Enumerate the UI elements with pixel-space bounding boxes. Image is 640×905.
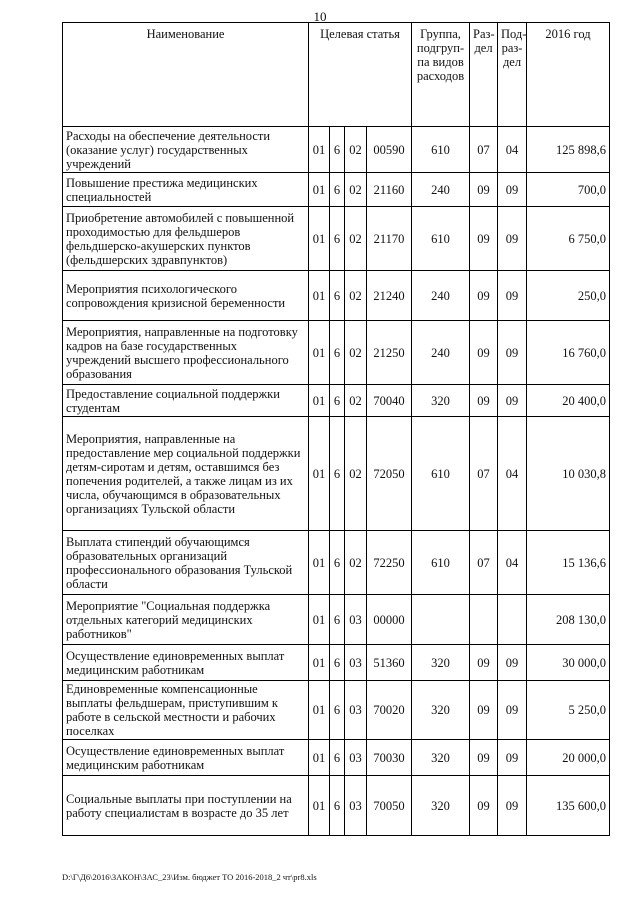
cell-amount: 700,0 — [527, 173, 610, 207]
cell-podrazdel: 09 — [498, 207, 527, 271]
cell-razdel: 09 — [470, 385, 498, 417]
cell-t2: 6 — [330, 321, 345, 385]
cell-t1: 01 — [309, 271, 330, 321]
cell-t2: 6 — [330, 595, 345, 645]
table-row — [63, 385, 610, 417]
cell-podrazdel: 09 — [498, 271, 527, 321]
cell-name: Мероприятие "Социальная поддержка отдельных категорий медицинских работников" — [63, 595, 309, 645]
file-path-footer: D:\Г\Д6\2016\ЗАКОН\ЗАС_23\Изм. бюджет ТО 2016-2018_2 чт\pr8.xls — [62, 872, 317, 882]
cell-t2: 6 — [330, 271, 345, 321]
cell-t4: 72250 — [367, 531, 412, 595]
cell-razdel: 09 — [470, 207, 498, 271]
table-row — [63, 645, 610, 681]
cell-amount: 5 250,0 — [527, 681, 610, 740]
cell-amount: 30 000,0 — [527, 645, 610, 681]
cell-podrazdel: 04 — [498, 531, 527, 595]
cell-name: Выплата стипендий обучающимся образовательных организаций профессионального образования Тульской области — [63, 531, 309, 595]
cell-t1: 01 — [309, 681, 330, 740]
cell-t4: 70030 — [367, 740, 412, 776]
cell-podrazdel: 09 — [498, 173, 527, 207]
cell-amount: 20 000,0 — [527, 740, 610, 776]
cell-razdel: 07 — [470, 417, 498, 531]
cell-t3: 02 — [345, 173, 367, 207]
cell-t3: 02 — [345, 385, 367, 417]
cell-name: Социальные выплаты при поступлении на работу специалистам в возрасте до 35 лет — [63, 776, 309, 836]
cell-t4: 72050 — [367, 417, 412, 531]
cell-razdel: 09 — [470, 645, 498, 681]
cell-amount: 250,0 — [527, 271, 610, 321]
cell-group: 610 — [412, 417, 470, 531]
cell-group: 610 — [412, 531, 470, 595]
cell-name: Расходы на обеспечение деятельности (оказание услуг) государственных учреждений — [63, 127, 309, 173]
cell-t2: 6 — [330, 740, 345, 776]
cell-t2: 6 — [330, 385, 345, 417]
cell-name: Приобретение автомобилей с повышенной проходимостью для фельдшеров фельдшерско-акушерских пунктов (фельдшерских здравпунктов) — [63, 207, 309, 271]
cell-amount: 135 600,0 — [527, 776, 610, 836]
cell-t2: 6 — [330, 645, 345, 681]
cell-t1: 01 — [309, 417, 330, 531]
cell-amount: 125 898,6 — [527, 127, 610, 173]
cell-podrazdel: 04 — [498, 127, 527, 173]
table-row — [63, 681, 610, 740]
cell-name: Предоставление социальной поддержки студентам — [63, 385, 309, 417]
cell-razdel: 07 — [470, 127, 498, 173]
table-row — [63, 531, 610, 595]
cell-t2: 6 — [330, 207, 345, 271]
table-row — [63, 321, 610, 385]
table-row — [63, 595, 610, 645]
table-row — [63, 271, 610, 321]
cell-group: 320 — [412, 740, 470, 776]
table-row — [63, 740, 610, 776]
table-row — [63, 173, 610, 207]
header-podrazdel: Под-раз-дел — [498, 23, 527, 127]
cell-t2: 6 — [330, 173, 345, 207]
table-row — [63, 776, 610, 836]
cell-t2: 6 — [330, 531, 345, 595]
cell-t1: 01 — [309, 531, 330, 595]
cell-group: 610 — [412, 127, 470, 173]
cell-t4: 00000 — [367, 595, 412, 645]
cell-t1: 01 — [309, 127, 330, 173]
cell-amount: 20 400,0 — [527, 385, 610, 417]
table-header-row — [63, 23, 610, 127]
cell-t1: 01 — [309, 776, 330, 836]
cell-podrazdel: 09 — [498, 740, 527, 776]
cell-t2: 6 — [330, 776, 345, 836]
cell-t2: 6 — [330, 127, 345, 173]
cell-t1: 01 — [309, 595, 330, 645]
cell-t3: 03 — [345, 595, 367, 645]
table-row — [63, 207, 610, 271]
cell-razdel: 09 — [470, 776, 498, 836]
cell-name: Мероприятия психологического сопровождения кризисной беременности — [63, 271, 309, 321]
cell-group: 240 — [412, 321, 470, 385]
cell-t1: 01 — [309, 385, 330, 417]
cell-t4: 21170 — [367, 207, 412, 271]
cell-razdel: 09 — [470, 321, 498, 385]
cell-t3: 03 — [345, 645, 367, 681]
cell-razdel: 07 — [470, 531, 498, 595]
cell-t3: 02 — [345, 207, 367, 271]
header-target: Целевая статья — [309, 23, 412, 127]
cell-podrazdel: 04 — [498, 417, 527, 531]
cell-t4: 70050 — [367, 776, 412, 836]
cell-name: Осуществление единовременных выплат медицинским работникам — [63, 740, 309, 776]
page-number: 10 — [313, 9, 327, 24]
budget-table — [62, 22, 610, 836]
cell-name: Осуществление единовременных выплат медицинским работникам — [63, 645, 309, 681]
cell-t1: 01 — [309, 207, 330, 271]
cell-t3: 02 — [345, 271, 367, 321]
cell-t4: 70020 — [367, 681, 412, 740]
cell-group: 240 — [412, 271, 470, 321]
cell-amount: 10 030,8 — [527, 417, 610, 531]
cell-name: Повышение престижа медицинских специальностей — [63, 173, 309, 207]
cell-t4: 70040 — [367, 385, 412, 417]
cell-t3: 02 — [345, 417, 367, 531]
cell-razdel: 09 — [470, 681, 498, 740]
cell-t1: 01 — [309, 740, 330, 776]
cell-razdel: 09 — [470, 173, 498, 207]
cell-razdel — [470, 595, 498, 645]
cell-t4: 21240 — [367, 271, 412, 321]
cell-amount: 6 750,0 — [527, 207, 610, 271]
cell-name: Мероприятия, направленные на подготовку кадров на базе государственных учреждений высшего профессионального образования — [63, 321, 309, 385]
cell-t3: 03 — [345, 681, 367, 740]
cell-name: Единовременные компенсационные выплаты фельдшерам, приступившим к работе в сельской местности и рабочих поселках — [63, 681, 309, 740]
header-razdel: Раз-дел — [470, 23, 498, 127]
cell-t4: 51360 — [367, 645, 412, 681]
table-row — [63, 127, 610, 173]
cell-group: 320 — [412, 776, 470, 836]
cell-podrazdel: 09 — [498, 681, 527, 740]
cell-podrazdel: 09 — [498, 321, 527, 385]
header-group: Группа, подгруп-па видов расходов — [412, 23, 470, 127]
cell-t4: 21160 — [367, 173, 412, 207]
cell-group: 320 — [412, 385, 470, 417]
cell-amount: 16 760,0 — [527, 321, 610, 385]
cell-group: 240 — [412, 173, 470, 207]
cell-t1: 01 — [309, 173, 330, 207]
table-row — [63, 417, 610, 531]
cell-razdel: 09 — [470, 740, 498, 776]
cell-group: 320 — [412, 645, 470, 681]
cell-podrazdel: 09 — [498, 385, 527, 417]
cell-t2: 6 — [330, 681, 345, 740]
cell-podrazdel: 09 — [498, 645, 527, 681]
cell-group — [412, 595, 470, 645]
cell-amount: 208 130,0 — [527, 595, 610, 645]
cell-podrazdel — [498, 595, 527, 645]
cell-t3: 02 — [345, 127, 367, 173]
cell-t1: 01 — [309, 321, 330, 385]
cell-t4: 21250 — [367, 321, 412, 385]
cell-amount: 15 136,6 — [527, 531, 610, 595]
cell-group: 320 — [412, 681, 470, 740]
cell-t4: 00590 — [367, 127, 412, 173]
cell-name: Мероприятия, направленные на предоставление мер социальной поддержки детям-сиротам и детям, оставшимся без попечения родителей, а также лицам из их числа, обучающимся в образовательных организациях Тульской области — [63, 417, 309, 531]
cell-t3: 02 — [345, 531, 367, 595]
cell-t3: 02 — [345, 321, 367, 385]
cell-t3: 03 — [345, 776, 367, 836]
header-year: 2016 год — [527, 23, 610, 127]
cell-t3: 03 — [345, 740, 367, 776]
cell-t1: 01 — [309, 645, 330, 681]
cell-group: 610 — [412, 207, 470, 271]
cell-razdel: 09 — [470, 271, 498, 321]
cell-podrazdel: 09 — [498, 776, 527, 836]
header-name: Наименование — [63, 23, 309, 127]
cell-t2: 6 — [330, 417, 345, 531]
table-body — [63, 127, 610, 836]
